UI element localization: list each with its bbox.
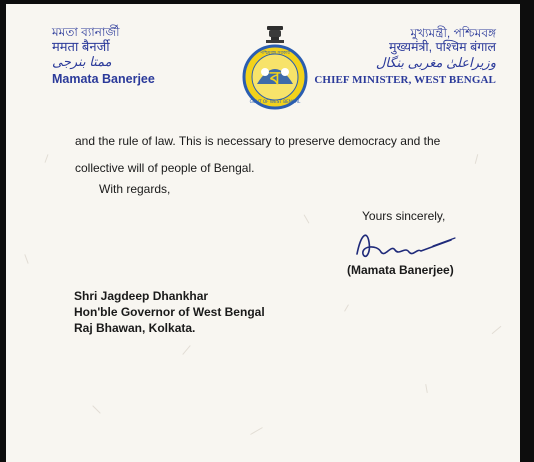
addressee-block	[74, 288, 265, 336]
closing-text: Yours sincerely,	[362, 209, 446, 223]
government-emblem-icon	[230, 24, 320, 110]
title-urdu: وزیراعلیٰ مغربی بنگال	[375, 55, 496, 71]
emblem-top-text: পশ্চিমবঙ্গ সরকার	[260, 51, 290, 56]
handwritten-signature	[347, 224, 467, 266]
addressee-name: Shri Jagdeep Dhankhar	[74, 289, 209, 303]
emblem-letter: ব	[269, 68, 281, 89]
name-urdu: ممتا بنرجی	[52, 53, 112, 69]
letter-body	[75, 128, 495, 182]
title-english: CHIEF MINISTER, WEST BENGAL	[314, 73, 496, 86]
name-hindi: ममता बैनर्जी	[52, 38, 110, 54]
letterhead-left	[52, 26, 155, 86]
signatory-name: (Mamata Banerjee)	[347, 263, 454, 277]
body-line-2: collective will of people of Bengal.	[75, 161, 255, 175]
addressee-title: Hon'ble Governor of West Bengal	[74, 305, 265, 319]
body-line-1: and the rule of law. This is necessary to preserve democracy and the	[75, 134, 441, 148]
emblem-bottom-text: GOVT OF WEST BENGAL	[249, 99, 301, 104]
ashoka-lion-capital-icon	[266, 26, 284, 43]
regards-text: With regards,	[99, 182, 171, 196]
title-bengali: মুখ্যমন্ত্রী, পশ্চিমবঙ্গ	[410, 26, 496, 40]
title-hindi: मुख्यमंत्री, पश्चिम बंगाल	[388, 40, 496, 55]
name-bengali: মমতা ব্যানার্জী	[52, 25, 120, 39]
addressee-address: Raj Bhawan, Kolkata.	[74, 321, 196, 335]
letterhead-right	[314, 26, 496, 87]
letter-paper	[6, 4, 520, 462]
name-english: Mamata Banerjee	[52, 71, 155, 86]
